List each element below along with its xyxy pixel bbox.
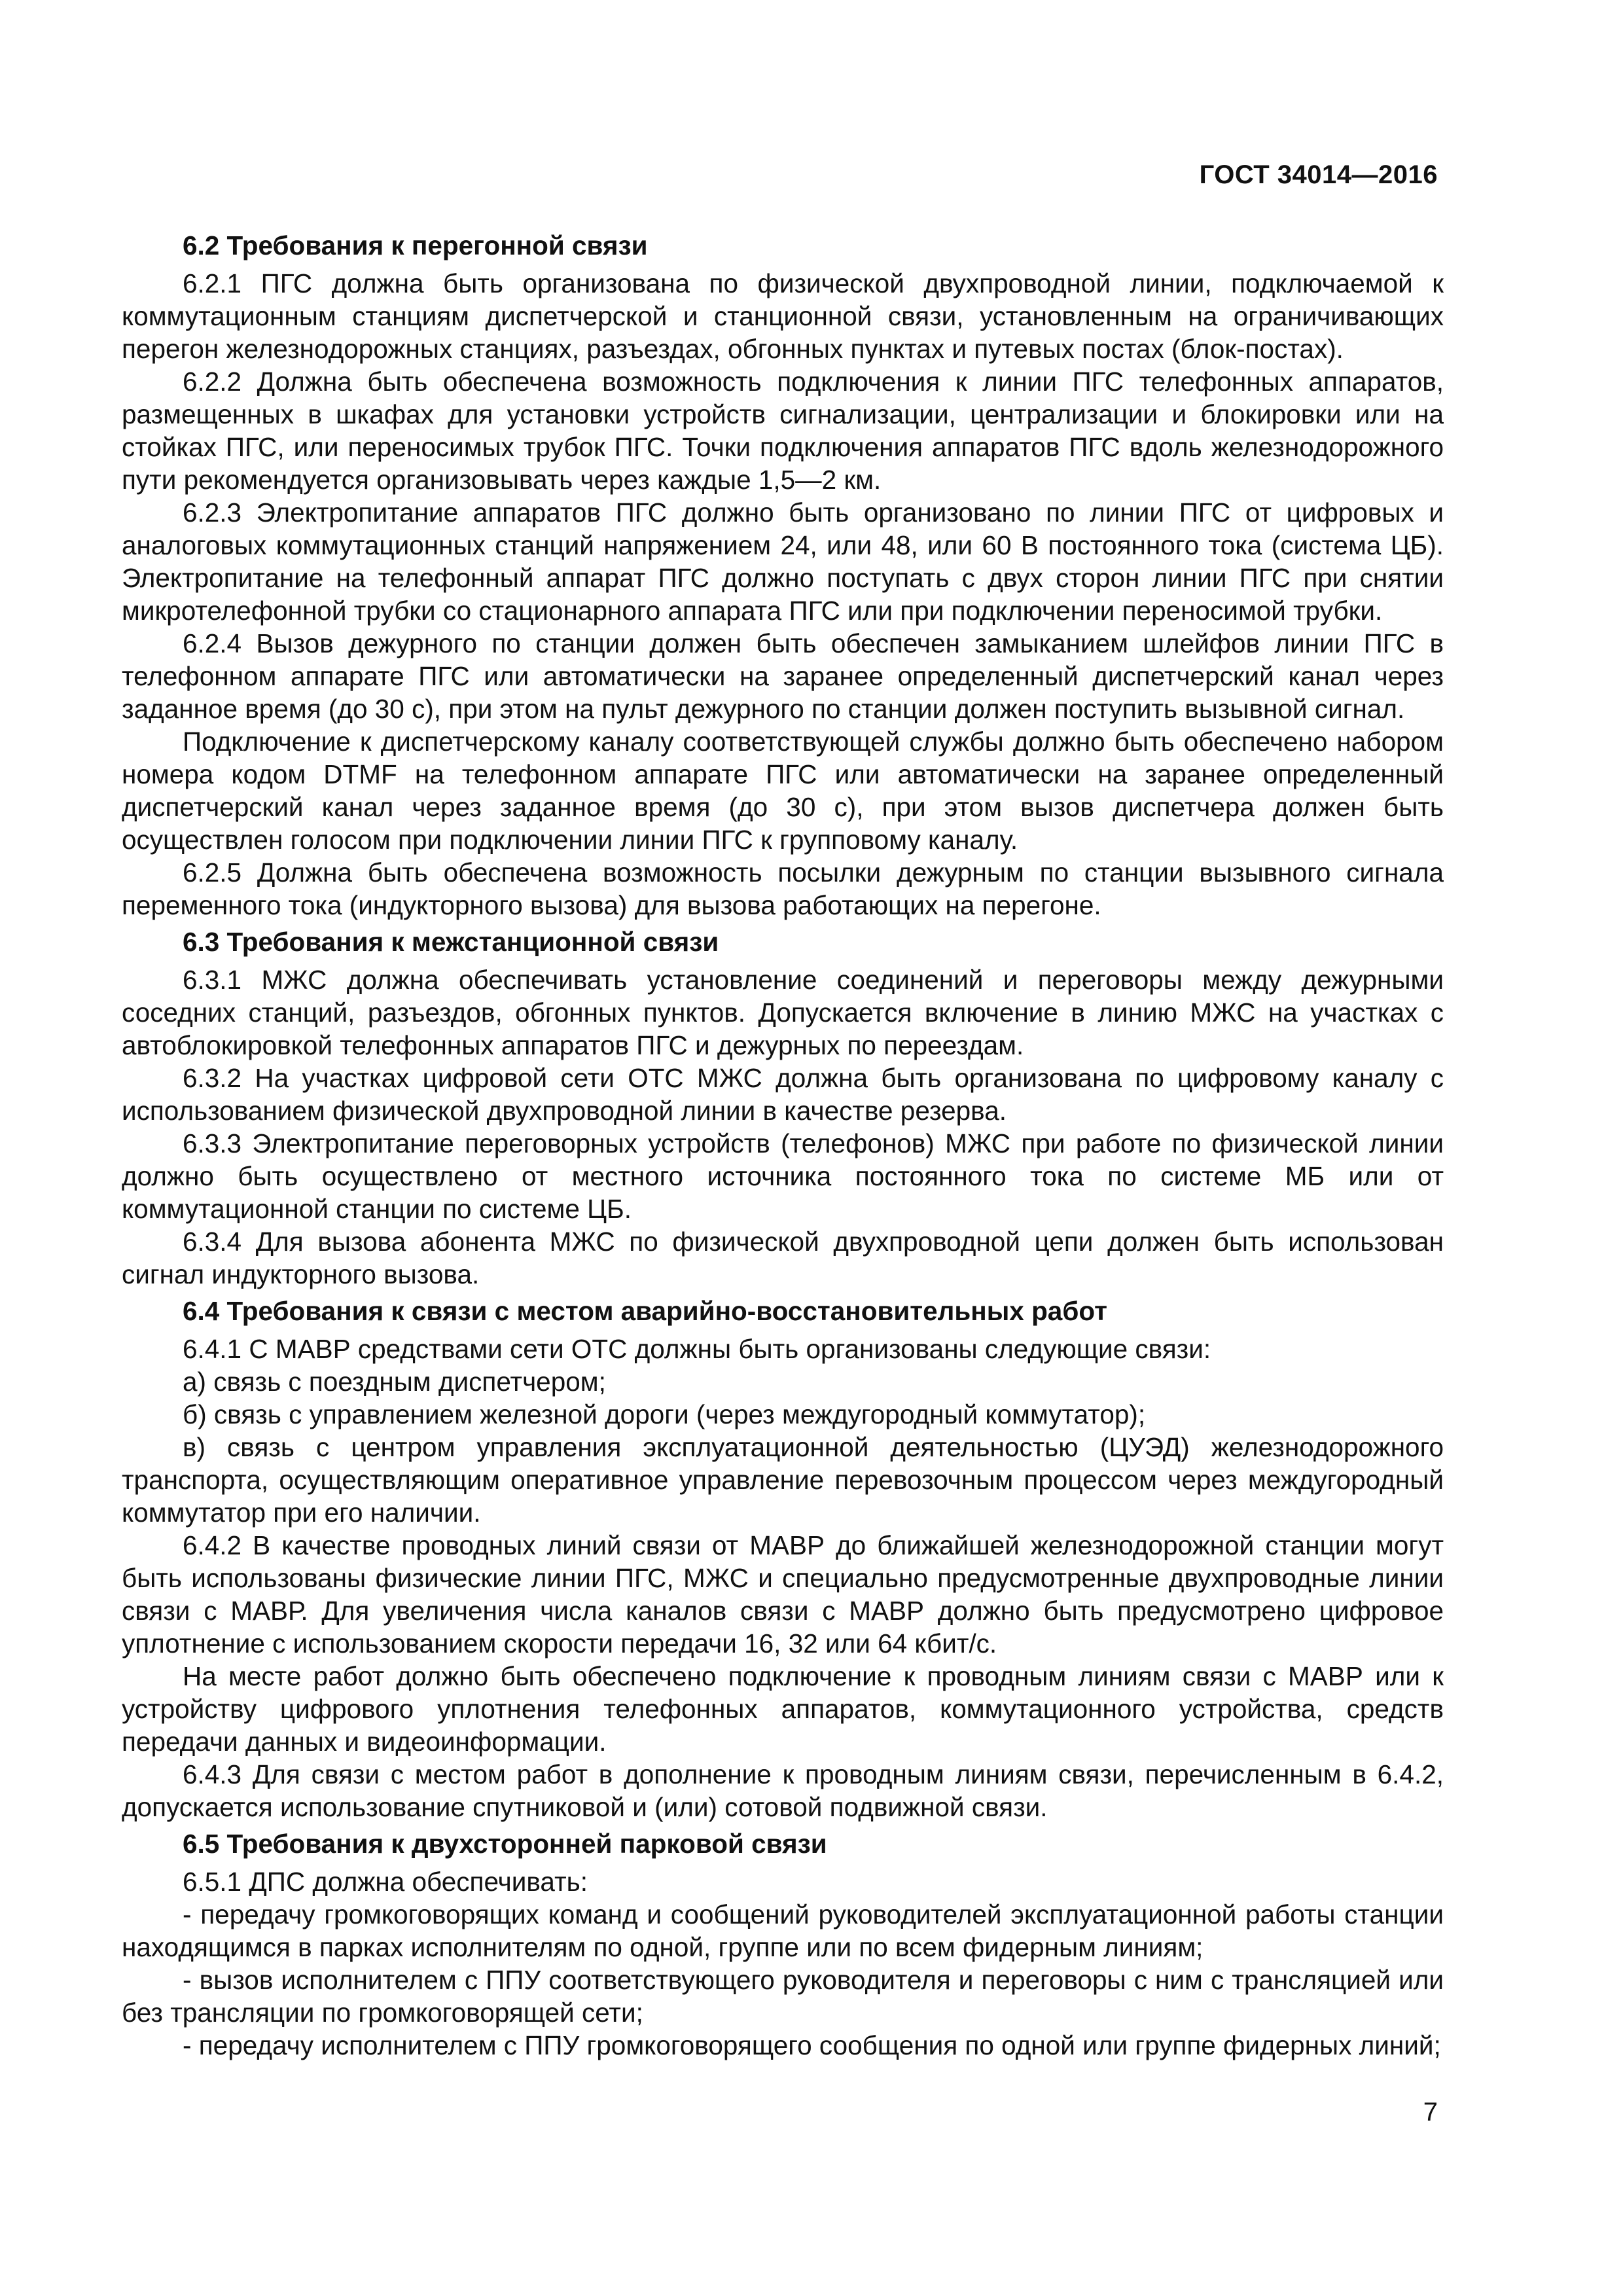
paragraph: 6.4.2 В качестве проводных линий связи от МАВР до ближайшей железнодорожной станции могут быть использованы физические линии ПГС, МЖС и специально предусмотренные двухпроводные линии связи с МАВР. Для увеличения числа каналов связи с МАВР должно быть предусмотрено цифровое уплотнение с использованием скорости передачи 16, 32 или 64 кбит/с. (122, 1530, 1444, 1659)
paragraph: 6.5.1 ДПС должна обеспечивать: (183, 1867, 588, 1897)
paragraph: 6.2.4 Вызов дежурного по станции должен быть обеспечен замыканием шлейфов линии ПГС в телефонном аппарате ПГС или автоматически на заранее определенный диспетчерский канал через заданное время (до 30 с), при этом на пульт дежурного по станции должен поступить вызывной сигнал. (122, 628, 1444, 724)
document-body (122, 229, 1444, 2062)
paragraph: 6.4.1 С МАВР средствами сети ОТС должны быть организованы следующие связи: (183, 1334, 1211, 1364)
paragraph: 6.3.4 Для вызова абонента МЖС по физической двухпроводной цепи должен быть использован сигнал индукторного вызова. (122, 1227, 1444, 1289)
paragraph: 6.3.2 На участках цифровой сети ОТС МЖС должна быть организована по цифровому каналу с использованием физической двухпроводной линии в качестве резерва. (122, 1063, 1444, 1126)
list-item: а) связь с поездным диспетчером; (183, 1367, 606, 1397)
section-heading-6-5: 6.5 Требования к двухсторонней парковой связи (183, 1829, 827, 1859)
list-item: б) связь с управлением железной дороги (через междугородный коммутатор); (183, 1399, 1146, 1429)
list-item: в) связь с центром управления эксплуатационной деятельностью (ЦУЭД) железнодорожного транспорта, осуществляющим оперативное управление перевозочным процессом через междугородный коммутатор при его наличии. (122, 1432, 1444, 1528)
paragraph: 6.3.3 Электропитание переговорных устройств (телефонов) МЖС при работе по физической линии должно быть осуществлено от местного источника постоянного тока по системе МБ или от коммутационной станции по системе ЦБ. (122, 1128, 1444, 1224)
list-item: - вызов исполнителем с ППУ соответствующего руководителя и переговоры с ним с трансляцией или без трансляции по громкоговорящей сети; (122, 1965, 1444, 2028)
paragraph: 6.3.1 МЖС должна обеспечивать установление соединений и переговоры между дежурными соседних станций, разъездов, обгонных пунктов. Допускается включение в линию МЖС на участках с автоблокировкой телефонных аппаратов ПГС и дежурных по переездам. (122, 965, 1444, 1060)
list-item: - передачу исполнителем с ППУ громкоговорящего сообщения по одной или группе фидерных линий; (183, 2030, 1441, 2060)
paragraph: 6.4.3 Для связи с местом работ в дополнение к проводным линиям связи, перечисленным в 6.4.2, допускается использование спутниковой и (или) сотовой подвижной связи. (122, 1759, 1444, 1822)
list-item: - передачу громкоговорящих команд и сообщений руководителей эксплуатационной работы станции находящимся в парках исполнителям по одной, группе или по всем фидерным линиям; (122, 1899, 1444, 1962)
page-number: 7 (1423, 2098, 1438, 2126)
paragraph: На месте работ должно быть обеспечено подключение к проводным линиям связи с МАВР или к устройству цифрового уплотнения телефонных аппаратов, коммутационного устройства, средств передачи данных и видеоинформации. (122, 1661, 1444, 1757)
document-header-id: ГОСТ 34014—2016 (1199, 160, 1438, 189)
paragraph: 6.2.5 Должна быть обеспечена возможность посылки дежурным по станции вызывного сигнала переменного тока (индукторного вызова) для вызова работающих на перегоне. (122, 857, 1444, 920)
section-heading-6-2: 6.2 Требования к перегонной связи (183, 230, 648, 260)
paragraph: 6.2.1 ПГС должна быть организована по физической двухпроводной линии, подключаемой к коммутационным станциям диспетчерской и станционной связи, установленным на ограничивающих перегон железнодорожных станциях, разъездах, обгонных пунктах и путевых постах (блок-постах). (122, 268, 1444, 364)
paragraph: 6.2.2 Должна быть обеспечена возможность подключения к линии ПГС телефонных аппаратов, размещенных в шкафах для установки устройств сигнализации, централизации и блокировки или на стойках ПГС, или переносимых трубок ПГС. Точки подключения аппаратов ПГС вдоль железнодорожного пути рекомендуется организовывать через каждые 1,5—2 км. (122, 367, 1444, 495)
paragraph: Подключение к диспетчерскому каналу соответствующей службы должно быть обеспечено набором номера кодом DTMF на телефонном аппарате ПГС или автоматически на заранее определенный диспетчерский канал через заданное время (до 30 с), при этом вызов диспетчера должен быть осуществлен голосом при подключении линии ПГС к групповому каналу. (122, 726, 1444, 855)
section-heading-6-3: 6.3 Требования к межстанционной связи (183, 927, 719, 957)
paragraph: 6.2.3 Электропитание аппаратов ПГС должно быть организовано по линии ПГС от цифровых и аналоговых коммутационных станций напряжением 24, или 48, или 60 В постоянного тока (система ЦБ). Электропитание на телефонный аппарат ПГС должно поступать с двух сторон линии ПГС при снятии микротелефонной трубки со стационарного аппарата ПГС или при подключении переносимой трубки. (122, 497, 1444, 626)
section-heading-6-4: 6.4 Требования к связи с местом аварийно-восстановительных работ (183, 1296, 1107, 1326)
